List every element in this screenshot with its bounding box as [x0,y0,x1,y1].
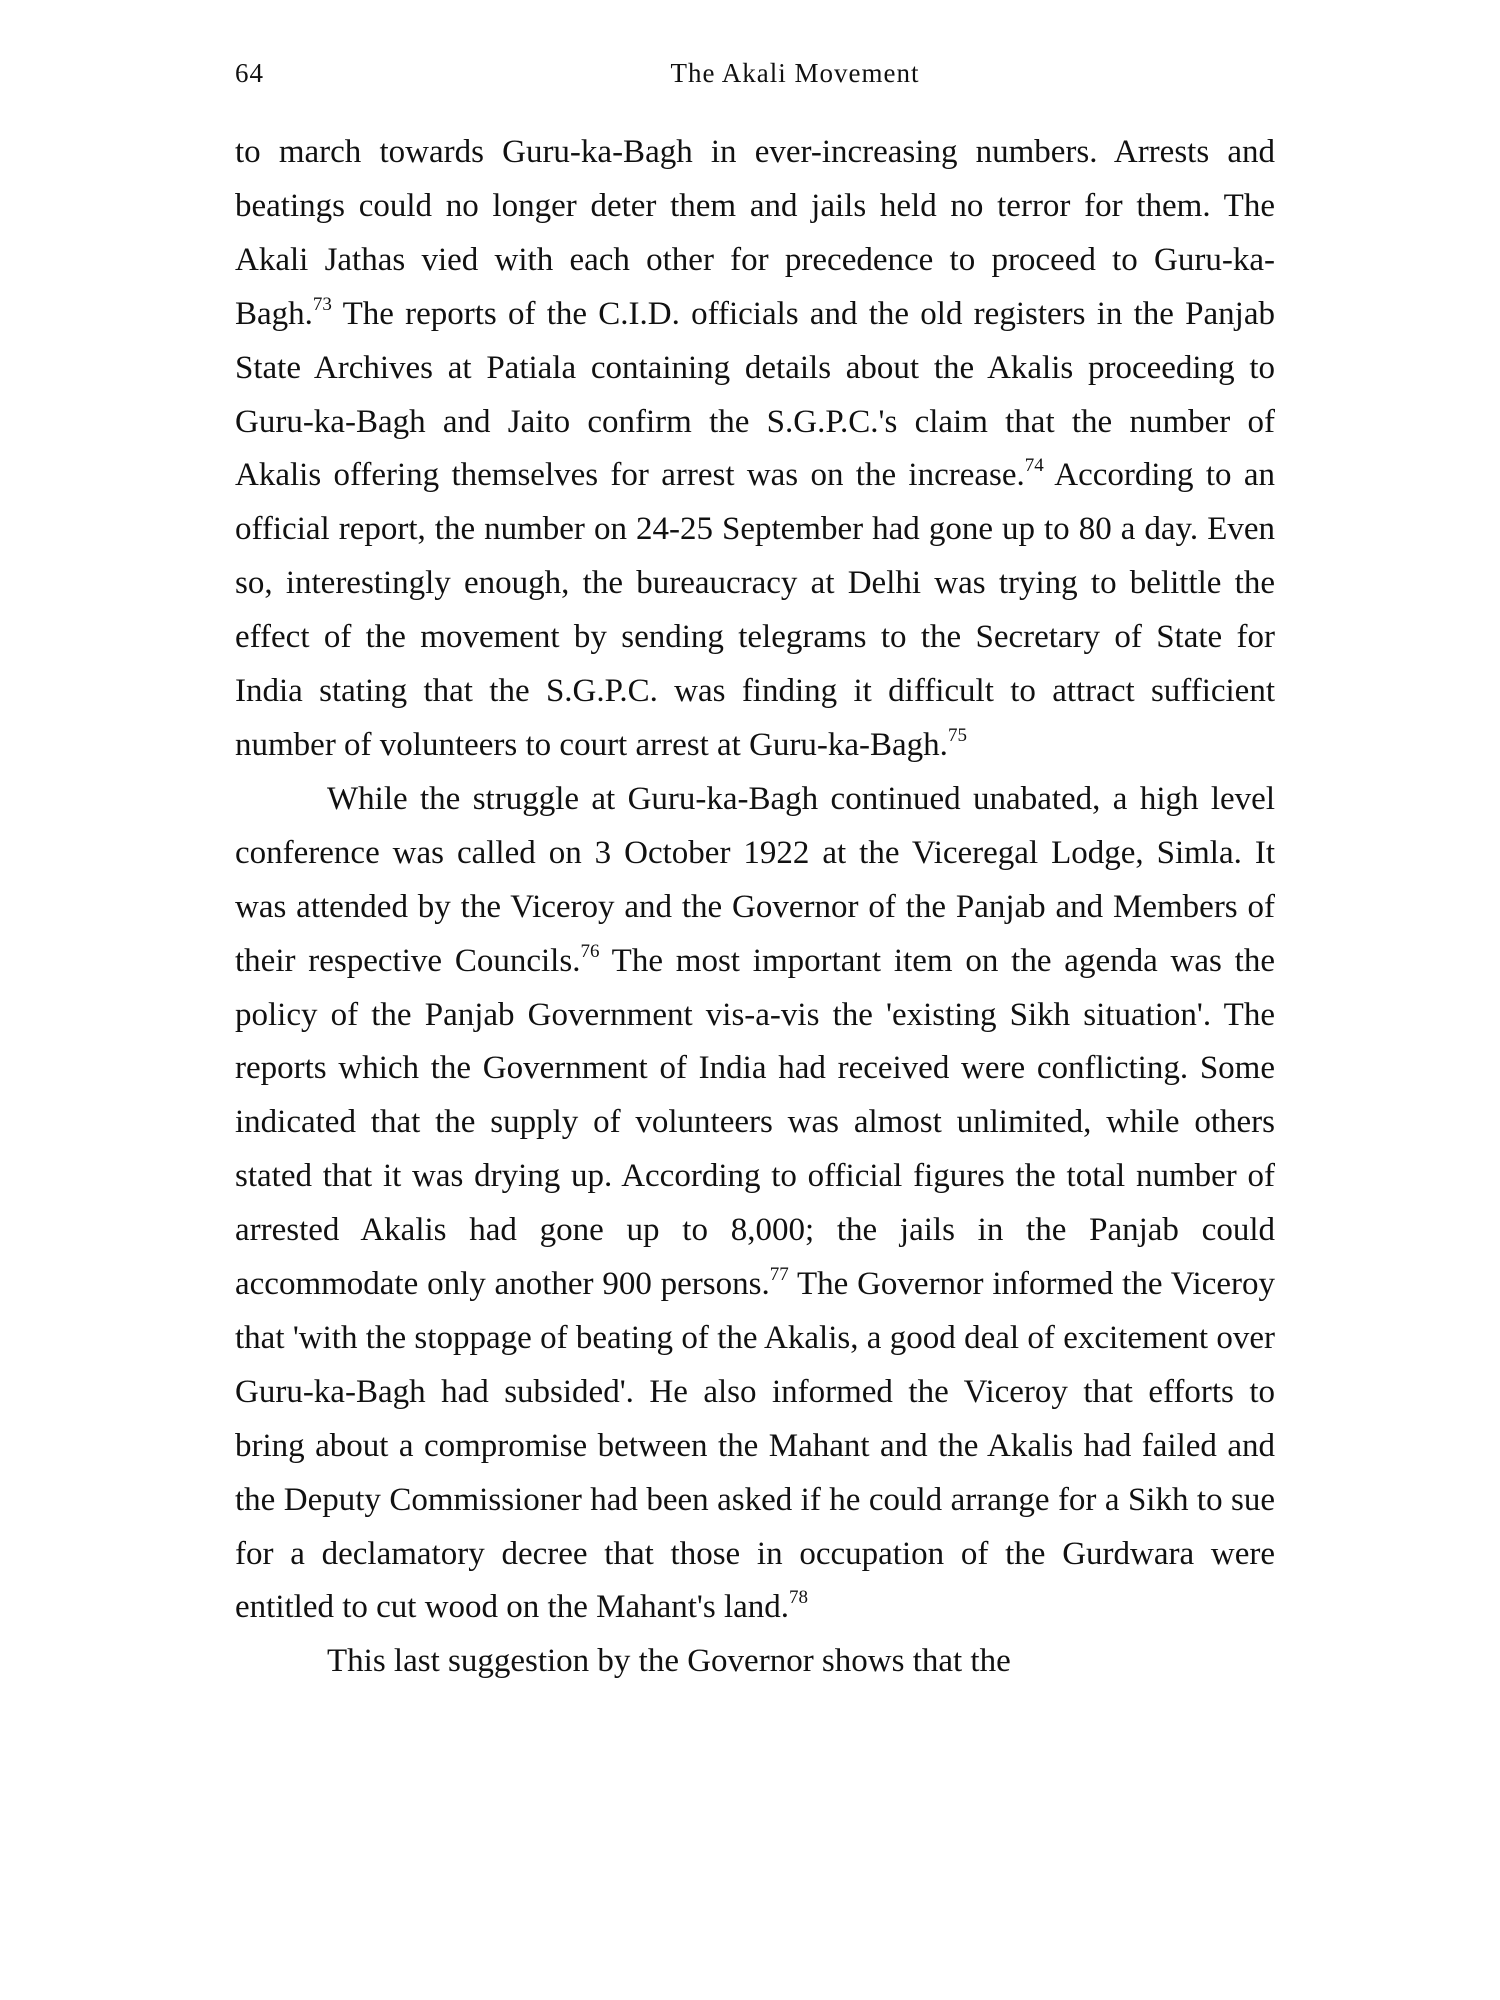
text-segment: According to an official report, the number on 24-25 September had gone up to 80 a day. Even so, interestingly enough, the bureaucracy at Delhi was trying to belittle the effect of the movement by sending telegrams to the Secretary of State for India stating that the S.G.P.C. was finding it difficult to attract sufficient number of volunteers to court arrest at Guru-ka-Bagh. [235,457,1275,763]
footnote-ref: 73 [312,293,332,315]
text-segment: This last suggestion by the Governor shows that the [327,1643,1011,1680]
page-number: 64 [235,58,264,88]
running-head [235,58,1275,98]
footnote-ref: 74 [1024,455,1044,477]
text-segment: to march towards Guru-ka-Bagh in ever-increasing numbers. Arrests and beatings could no longer deter them and jails held no terror for them. The Akali Jathas vied with each other for precedence to proceed to Guru-ka-Bagh. [235,134,1275,332]
paragraph-2 [235,773,1275,1636]
body-text [235,126,1275,1689]
footnote-ref: 76 [580,940,600,962]
paragraph-3 [235,1635,1275,1689]
running-title: The Akali Movement [670,58,920,88]
footnote-ref: 78 [789,1587,809,1609]
paragraph-1 [235,126,1275,773]
text-segment: The Governor informed the Viceroy that 'with the stoppage of beating of the Akalis, a good deal of excitement over Guru-ka-Bagh had subsided'. He also informed the Viceroy that efforts to bring about a compromise between the Mahant and the Akalis had failed and the Deputy Commissioner had been asked if he could arrange for a Sikh to sue for a declamatory decree that those in occupation of the Gurdwara were entitled to cut wood on the Mahant's land. [235,1266,1275,1626]
text-segment: The most important item on the agenda was the policy of the Panjab Government vis-a-vis the 'existing Sikh situation'. The reports which the Government of India had received were conflicting. Some indicated that the supply of volunteers was almost unlimited, while others stated that it was drying up. According to official figures the total number of arrested Akalis had gone up to 8,000; the jails in the Panjab could accommodate only another 900 persons. [235,942,1275,1303]
text-segment: The reports of the C.I.D. officials and the old registers in the Panjab State Archives at Patiala containing details about the Akalis proceeding to Guru-ka-Bagh and Jaito confirm the S.G.P.C.'s claim that the number of Akalis offering themselves for arrest was on the increase. [235,295,1275,494]
text-segment: While the struggle at Guru-ka-Bagh continued unabated, a high level conference was called on 3 October 1922 at the Viceregal Lodge, Simla. It was attended by the Viceroy and the Governor of the Panjab and Members of their respective Councils. [235,780,1275,979]
footnote-ref: 75 [947,724,967,746]
footnote-ref: 77 [769,1264,789,1286]
